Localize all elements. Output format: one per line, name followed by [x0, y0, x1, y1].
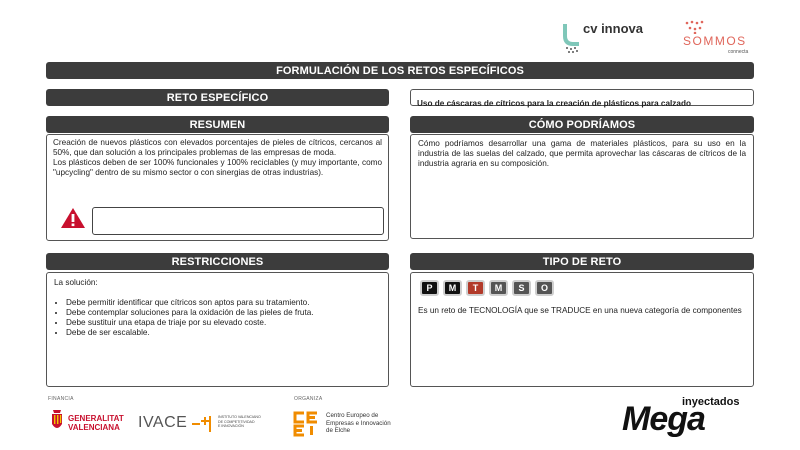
organiza-label: ORGANIZA — [294, 396, 323, 402]
mega-inyectados-logo — [620, 394, 760, 442]
como-podriamos-header — [410, 116, 754, 133]
warning-icon — [60, 207, 86, 229]
ceei-line-1: Centro Europeo de — [326, 412, 379, 419]
tipo-chip-letter: M — [448, 283, 457, 293]
tipo-chip-letter: P — [426, 283, 433, 293]
financia-label: FINANCIA — [48, 396, 74, 402]
tipo-chip-letter: M — [494, 283, 503, 293]
ivace-sub-line-2: DE COMPETITIVIDAD — [218, 419, 255, 424]
restriccion-item: • Debe sustituir una etapa de triaje por su elevado coste. — [66, 318, 381, 328]
reto-especifico-header — [46, 89, 389, 106]
generalitat-line-2: VALENCIANA — [68, 423, 120, 432]
page-title-text: FORMULACIÓN DE LOS RETOS ESPECÍFICOS — [276, 64, 524, 77]
tipo-chip-m[interactable] — [443, 280, 462, 296]
tipo-de-reto-header — [410, 253, 754, 270]
cv-innova-mark-icon — [561, 20, 583, 54]
sommos-dots-icon — [684, 20, 714, 34]
page-title — [46, 62, 754, 79]
ceei-logo — [292, 408, 412, 440]
reto-especifico-value: Uso de cáscaras de cítricos para la creación de plásticos para calzado — [417, 99, 691, 108]
warning-input-field[interactable] — [92, 207, 384, 235]
tipo-chip-letter: T — [472, 283, 479, 293]
mega-logo-wordmark: Mega — [622, 400, 705, 438]
generalitat-line-1: GENERALITAT — [68, 414, 124, 423]
ivace-sub-line-3: E INNOVACIÓN — [218, 424, 244, 428]
restricciones-box — [46, 272, 389, 387]
restricciones-list — [54, 298, 381, 338]
restricciones-header — [46, 253, 389, 270]
sommos-subtitle: connecta — [728, 49, 749, 55]
generalitat-shield-icon — [50, 410, 64, 432]
resumen-header — [46, 116, 389, 133]
generalitat-logo — [50, 408, 130, 436]
mega-logo-inyectados: inyectados — [682, 396, 740, 408]
ivace-sub-line-1: INSTITUTO VALENCIANO — [218, 415, 261, 419]
resumen-paragraph-2: Los plásticos deben de ser 100% funcionales y 100% reciclables (y muy importante, como "upcycling" dentro de su mismo sector o con sinergias de otras industrias). — [53, 158, 382, 177]
tipo-chip-letter: S — [518, 283, 525, 293]
sommos-wordmark: SOMMOS — [683, 34, 747, 48]
ceei-text — [326, 412, 391, 435]
restriccion-item: • Debe de ser escalable. — [66, 328, 381, 338]
ceei-mark-icon — [292, 410, 320, 438]
tipo-chips — [420, 280, 554, 296]
tipo-chip-letter: O — [540, 283, 548, 293]
ivace-subtitle — [218, 415, 261, 429]
restriccion-item: • Debe contemplar soluciones para la oxidación de las pieles de fruta. — [66, 308, 381, 318]
tipo-chip-o[interactable] — [535, 280, 554, 296]
tipo-de-reto-label: TIPO DE RETO — [542, 255, 622, 268]
ivace-plus-icon — [192, 416, 212, 432]
tipo-chip-m2[interactable] — [489, 280, 508, 296]
restricciones-label: RESTRICCIONES — [171, 255, 264, 268]
sommos-logo — [680, 20, 760, 56]
restricciones-intro: La solución: — [54, 278, 98, 287]
tipo-chip-s[interactable] — [512, 280, 531, 296]
como-podriamos-label: CÓMO PODRÍAMOS — [528, 118, 636, 131]
reto-especifico-label: RETO ESPECÍFICO — [166, 91, 269, 104]
como-podriamos-box — [410, 134, 754, 239]
tipo-de-reto-text: Es un reto de TECNOLOGÍA que se TRADUCE en una nueva categoría de componentes — [418, 306, 742, 315]
reto-especifico-value-box — [410, 89, 754, 106]
ivace-logo — [138, 414, 278, 434]
tipo-chip-t-selected[interactable] — [466, 280, 485, 296]
cv-innova-logo — [561, 20, 651, 54]
tipo-chip-p[interactable] — [420, 280, 439, 296]
resumen-paragraph-1: Creación de nuevos plásticos con elevados porcentajes de pieles de cítricos, cercanos al 50%, que dan solución a los principales problemas de las empresas de moda. — [53, 138, 382, 157]
restriccion-item: • Debe permitir identificar que cítricos son aptos para su tratamiento. — [66, 298, 381, 308]
como-podriamos-text: Cómo podríamos desarrollar una gama de materiales plásticos, para su uso en la industria de las suelas del calzado, que permita aprovechar las cáscaras de cítricos de la industria agraria en su composición. — [418, 139, 746, 168]
ceei-line-2: Empresas e Innovación — [326, 419, 391, 427]
ivace-wordmark: IVACE — [138, 414, 188, 431]
resumen-label: RESUMEN — [189, 118, 246, 131]
cv-innova-wordmark: cv innova — [583, 21, 643, 36]
ceei-line-3: de Elche — [326, 427, 351, 435]
